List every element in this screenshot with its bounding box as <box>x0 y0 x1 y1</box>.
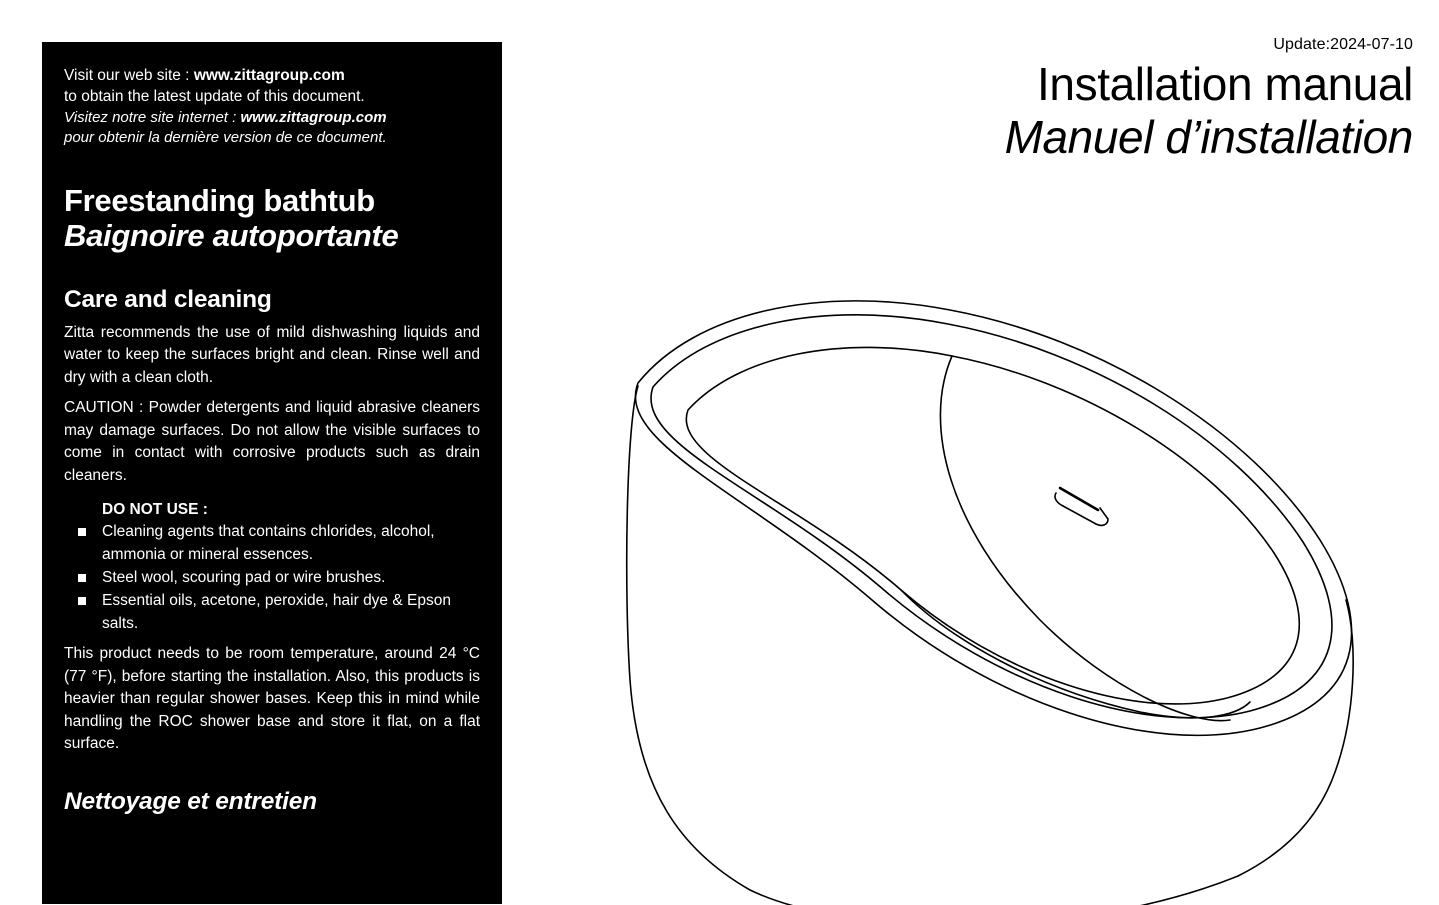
list-item <box>78 590 480 635</box>
care-heading-en: Care and cleaning <box>64 285 272 313</box>
care-heading-fr: Nettoyage et entretien <box>64 787 317 815</box>
website-sub-en: to obtain the latest update of this document. <box>64 87 365 105</box>
care-paragraph-3: This product needs to be room temperature, around 24 °C (77 °F), before starting the installation. Also, this products is heavier than regular shower bases. Keep this in mind while handling the ROC shower base and store it flat, on a flat surface. <box>64 645 480 753</box>
page-title-fr: Manuel d’installation <box>1004 110 1413 163</box>
website-label-en: Visit our web site : <box>64 67 194 84</box>
website-sub-fr: pour obtenir la dernière version de ce document. <box>64 129 387 147</box>
square-bullet-icon <box>78 574 86 582</box>
bathtub-line-drawing-icon <box>520 250 1420 905</box>
care-paragraph-1: Zitta recommends the use of mild dishwashing liquids and water to keep the surfaces bright and clean. Rinse well and dry with a clean cloth. <box>64 323 480 386</box>
website-line-fr <box>64 108 480 128</box>
list-item <box>78 521 480 566</box>
document-header <box>1005 36 1413 162</box>
website-block <box>64 66 480 148</box>
bathtub-illustration <box>520 250 1420 905</box>
info-panel <box>42 42 502 904</box>
square-bullet-icon <box>78 597 86 605</box>
website-label-fr: Visitez notre site internet : <box>64 108 241 126</box>
list-item-label: Cleaning agents that contains chlorides, alcohol, ammonia or mineral essences. <box>102 523 435 563</box>
website-url-en[interactable]: www.zittagroup.com <box>193 67 345 84</box>
page-title-en: Installation manual <box>1037 58 1413 110</box>
square-bullet-icon <box>78 528 86 536</box>
website-url-fr[interactable]: www.zittagroup.com <box>240 108 387 126</box>
update-date: Update:2024-07-10 <box>1273 36 1413 53</box>
list-item-label: Essential oils, acetone, peroxide, hair dye & Epson salts. <box>102 592 451 632</box>
care-paragraph-2: CAUTION : Powder detergents and liquid abrasive cleaners may damage surfaces. Do not allow the visible surfaces to come in contact with corrosive products such as drain cleaners. <box>64 399 480 484</box>
website-line-en <box>64 66 480 87</box>
do-not-use-title: DO NOT USE : <box>102 501 208 519</box>
product-name-en: Freestanding bathtub <box>64 183 375 219</box>
list-item <box>78 567 480 589</box>
do-not-use-list <box>64 521 480 635</box>
product-name-fr: Baignoire autoportante <box>64 218 399 254</box>
list-item-label: Steel wool, scouring pad or wire brushes. <box>102 569 386 586</box>
